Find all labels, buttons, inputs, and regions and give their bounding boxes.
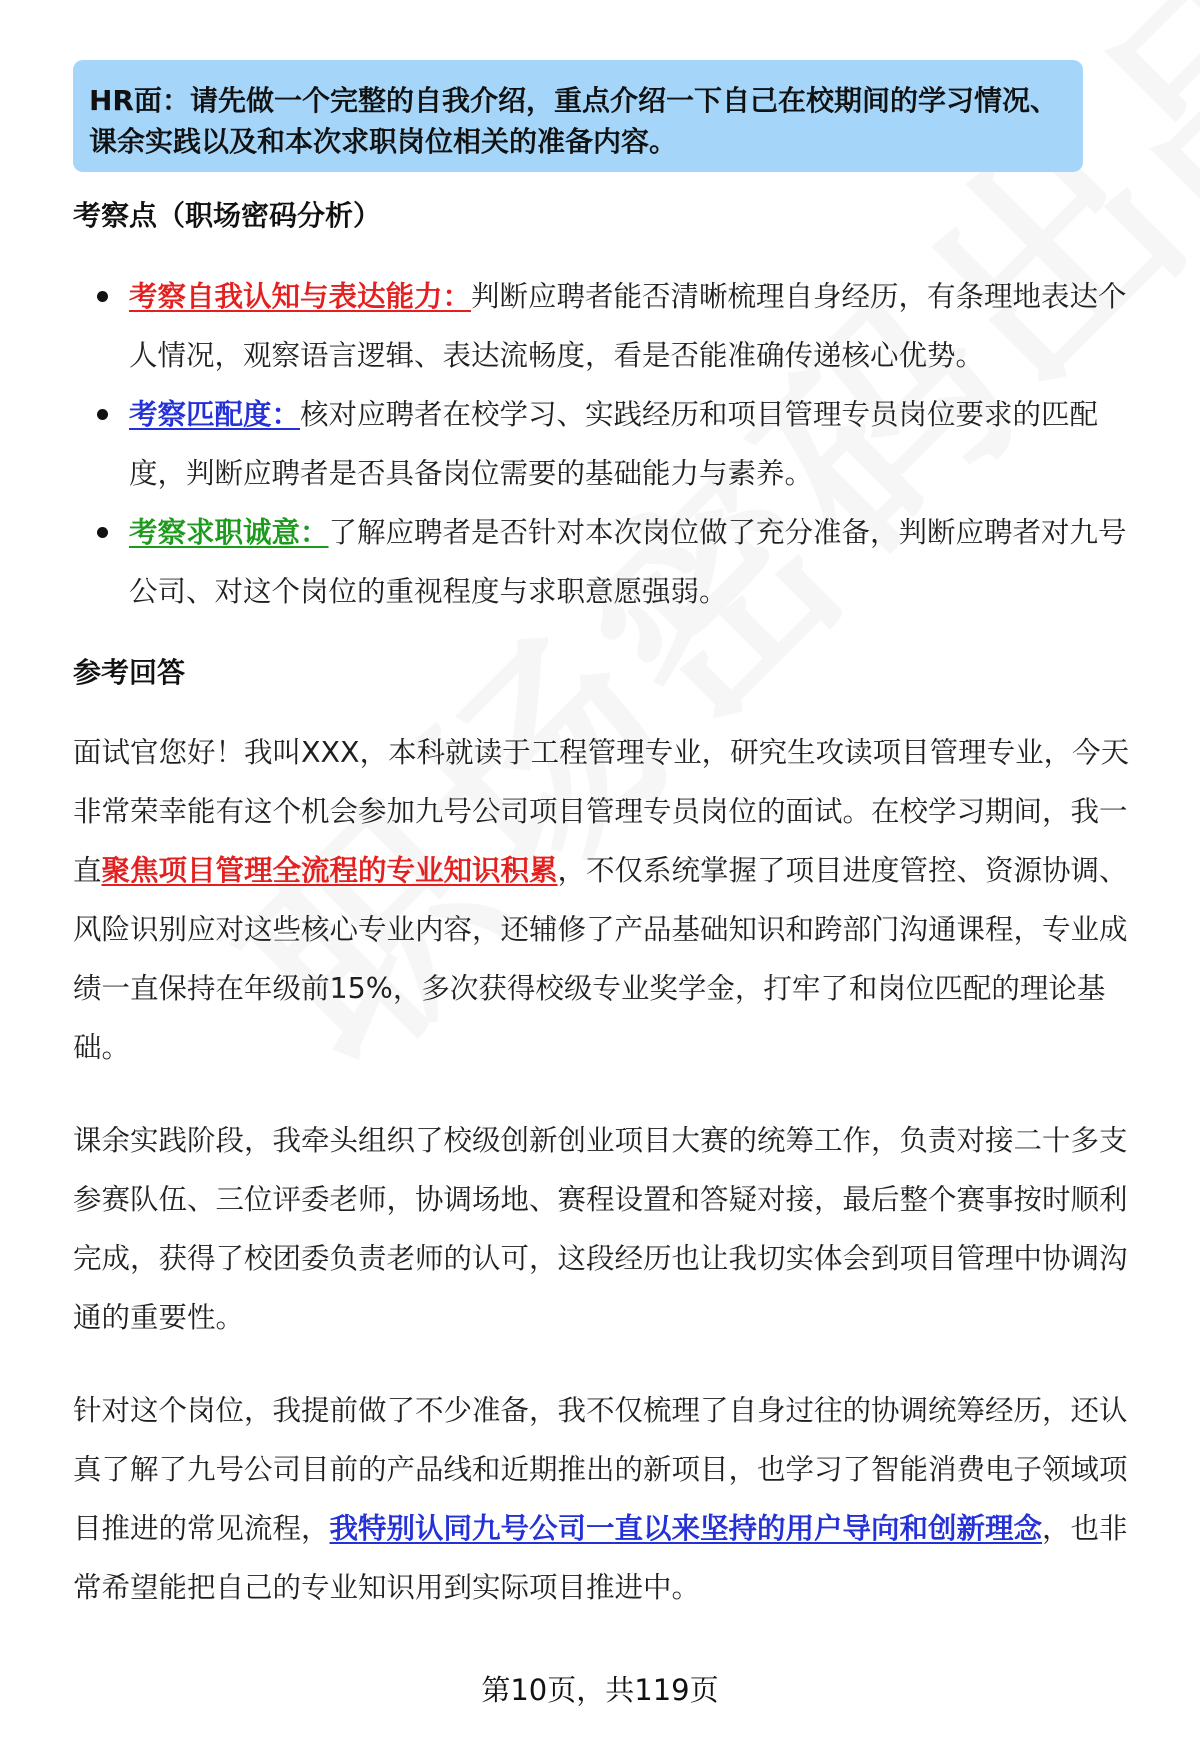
bullet-dot-icon bbox=[97, 527, 108, 538]
point-keyword: 考察自我认知与表达能力： bbox=[129, 280, 472, 313]
bullet-dot-icon bbox=[97, 291, 108, 302]
highlight-text: 我特别认同九号公司一直以来坚持的用户导向和创新理念 bbox=[329, 1512, 1043, 1545]
paragraph-text: 面试官您好！我叫XXX，本科就读于工程管理专业，研究生攻读项目管理专业，今天非常荣幸能有这个机会参加九号公司项目管理专员岗位的面试。在校学习期间，我一直 bbox=[73, 736, 1130, 887]
bullet-dot-icon bbox=[97, 409, 108, 420]
question-box: HR面：请先做一个完整的自我介绍，重点介绍一下自己在校期间的学习情况、课余实践以及和本次求职岗位相关的准备内容。 bbox=[73, 60, 1083, 172]
answer-paragraph-preparation bbox=[73, 1381, 1143, 1617]
highlight-text: 聚焦项目管理全流程的专业知识积累 bbox=[101, 854, 558, 887]
point-text: 判断应聘者能否清晰梳理自身经历，有条理地表达个人情况，观察语言逻辑、表达流畅度，看是否能准确传递核心优势。 bbox=[129, 280, 1127, 372]
page-footer: 第10页，共119页 bbox=[481, 1673, 719, 1707]
list-item bbox=[73, 385, 1143, 503]
paragraph-text: ，不仅系统掌握了项目进度管控、资源协调、风险识别应对这些核心专业内容，还辅修了产品基础知识和跨部门沟通课程，专业成绩一直保持在年级前15%，多次获得校级专业奖学金，打牢了和岗位匹配的理论基础。 bbox=[73, 854, 1128, 1064]
points-list bbox=[73, 267, 1143, 621]
points-heading: 考察点（职场密码分析） bbox=[73, 199, 382, 232]
answer-paragraph-practice: 课余实践阶段，我牵头组织了校级创新创业项目大赛的统筹工作，负责对接二十多支参赛队伍、三位评委老师，协调场地、赛程设置和答疑对接，最后整个赛事按时顺利完成，获得了校团委负责老师的认可，这段经历也让我切实体会到项目管理中协调沟通的重要性。 bbox=[73, 1124, 1128, 1334]
list-item bbox=[73, 503, 1143, 621]
answer-paragraph-study bbox=[73, 723, 1143, 1077]
point-text: 了解应聘者是否针对本次岗位做了充分准备，判断应聘者对九号公司、对这个岗位的重视程度与求职意愿强弱。 bbox=[129, 516, 1127, 608]
point-keyword: 考察匹配度： bbox=[129, 398, 301, 431]
paragraph-text: ，也非常希望能把自己的专业知识用到实际项目推进中。 bbox=[73, 1512, 1128, 1604]
list-item bbox=[73, 267, 1143, 385]
point-keyword: 考察求职诚意： bbox=[129, 516, 329, 549]
point-text: 核对应聘者在校学习、实践经历和项目管理专员岗位要求的匹配度，判断应聘者是否具备岗位需要的基础能力与素养。 bbox=[129, 398, 1099, 490]
answer-heading: 参考回答 bbox=[73, 656, 186, 689]
paragraph-text: 针对这个岗位，我提前做了不少准备，我不仅梳理了自身过往的协调统筹经历，还认真了解了九号公司目前的产品线和近期推出的新项目，也学习了智能消费电子领域项目推进的常见流程， bbox=[73, 1394, 1128, 1545]
